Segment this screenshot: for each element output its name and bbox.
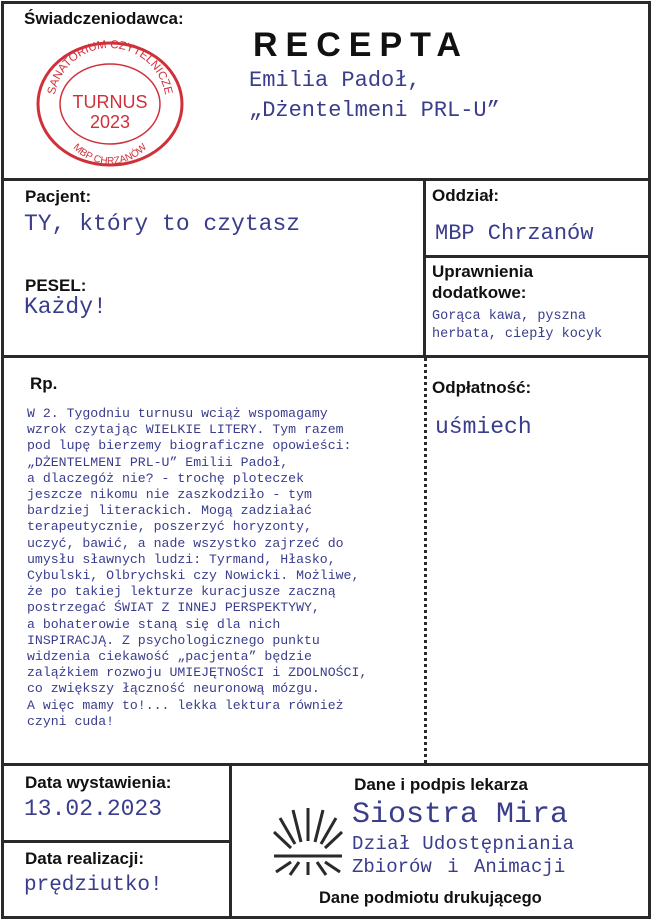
payment-value: uśmiech xyxy=(435,414,532,440)
patient-value: TY, który to czytasz xyxy=(24,211,301,237)
rx-line: W 2. Tygodniu turnusu wciąż wspomagamy xyxy=(27,406,328,421)
rx-line: „DŻENTELMENI PRL-U” Emilii Padoł, xyxy=(27,454,289,470)
realization-date-label: Data realizacji: xyxy=(25,849,145,868)
stamp-line2: 2023 xyxy=(89,112,131,132)
rx-label: Rp. xyxy=(30,374,58,393)
rx-line: terapeutycznie, poszerzyć horyzonty, xyxy=(27,519,312,535)
divider-entitlements xyxy=(424,255,651,258)
rx-line: czyni cuda! xyxy=(27,713,115,729)
divider-rx-dotted xyxy=(424,358,427,763)
rx-line: uczyć, bawić, a nade wszystko zajrzeć do xyxy=(27,535,344,551)
entitlements-label-2: dodatkowe: xyxy=(432,283,527,302)
pesel-label: PESEL: xyxy=(25,276,87,295)
printer-label: Dane podmiotu drukującego xyxy=(319,889,542,907)
rx-line: a bohaterowie staną się dla nich xyxy=(27,616,281,632)
department-label: Oddział: xyxy=(432,186,500,205)
doctor-dept-2: Zbiorów i Animacji xyxy=(352,856,566,878)
rx-line: jeszcze nikomu nie zaszkodziło - tym xyxy=(27,487,312,503)
rx-line: INSPIRACJĄ. Z psychologicznego punktu xyxy=(27,632,320,648)
rx-line: co zwiększy łączność neuronową mózgu. xyxy=(27,681,320,697)
rx-line: że po takiej lekturze kuracjusze zaczną xyxy=(27,584,336,600)
realization-date-value: prędziutko! xyxy=(24,874,163,897)
rx-line: A więc mamy to!... lekka lektura również xyxy=(27,697,344,713)
rx-line: a dlaczegóż nie? - trochę ploteczek xyxy=(27,470,304,486)
rx-line: zalążkiem rozwoju UMIEJĘTNOŚCI i ZDOLNOŚCI, xyxy=(27,665,368,681)
rx-line: bardziej literackich. Mogą zadziałać xyxy=(27,503,312,519)
provider-label: Świadczeniodawca: xyxy=(24,9,184,28)
page-title: RECEPTA xyxy=(253,26,469,64)
doctor-dept-1: Dział Udostępniania xyxy=(352,833,575,855)
stamp-top-text: SANATORIUM CZYTELNICZE xyxy=(45,38,175,96)
entitlements-value-1: Gorąca kawa, pyszna xyxy=(432,309,586,324)
divider-header xyxy=(1,178,651,181)
divider-patient-right xyxy=(423,178,426,358)
patient-label: Pacjent: xyxy=(25,187,92,206)
doctor-name: Siostra Mira xyxy=(352,798,569,832)
divider-patient xyxy=(1,355,651,358)
rx-line: wzrok czytając WIELKIE LITERY. Tym razem xyxy=(27,422,344,438)
issue-date-label: Data wystawienia: xyxy=(25,773,172,792)
divider-rx xyxy=(1,763,651,766)
rx-line: umysłu sławnych ludzi: Tyrmand, Hłasko, xyxy=(27,551,336,567)
pesel-value: Każdy! xyxy=(24,294,107,320)
rx-line: postrzegać ŚWIAT Z INNEJ PERSPEKTYWY, xyxy=(27,600,320,616)
book-title: „Dżentelmeni PRL-U” xyxy=(249,98,500,123)
rx-line: Cybulski, Olbrychski czy Nowicki. Możliwe, xyxy=(27,568,360,584)
issue-date-value: 13.02.2023 xyxy=(24,796,163,822)
stamp-bottom-text: MBP CHRZANÓW xyxy=(70,141,150,168)
library-sunburst-logo-icon xyxy=(272,806,344,876)
divider-dates xyxy=(1,840,232,843)
sanatorium-stamp xyxy=(34,38,186,168)
department-value: MBP Chrzanów xyxy=(435,221,594,246)
stamp-line1: TURNUS xyxy=(72,92,148,112)
rx-body xyxy=(27,406,422,730)
rx-line: pod lupę bierzemy biograficzne opowieści: xyxy=(27,438,352,454)
entitlements-value-2: herbata, ciepły kocyk xyxy=(432,327,603,342)
author-name: Emilia Padoł, xyxy=(249,68,421,93)
rx-line: widzenia ciekawość „pacjenta” będzie xyxy=(27,649,312,665)
doctor-label: Dane i podpis lekarza xyxy=(354,775,528,794)
entitlements-label-1: Uprawnienia xyxy=(432,262,534,281)
payment-label: Odpłatność: xyxy=(432,378,532,397)
